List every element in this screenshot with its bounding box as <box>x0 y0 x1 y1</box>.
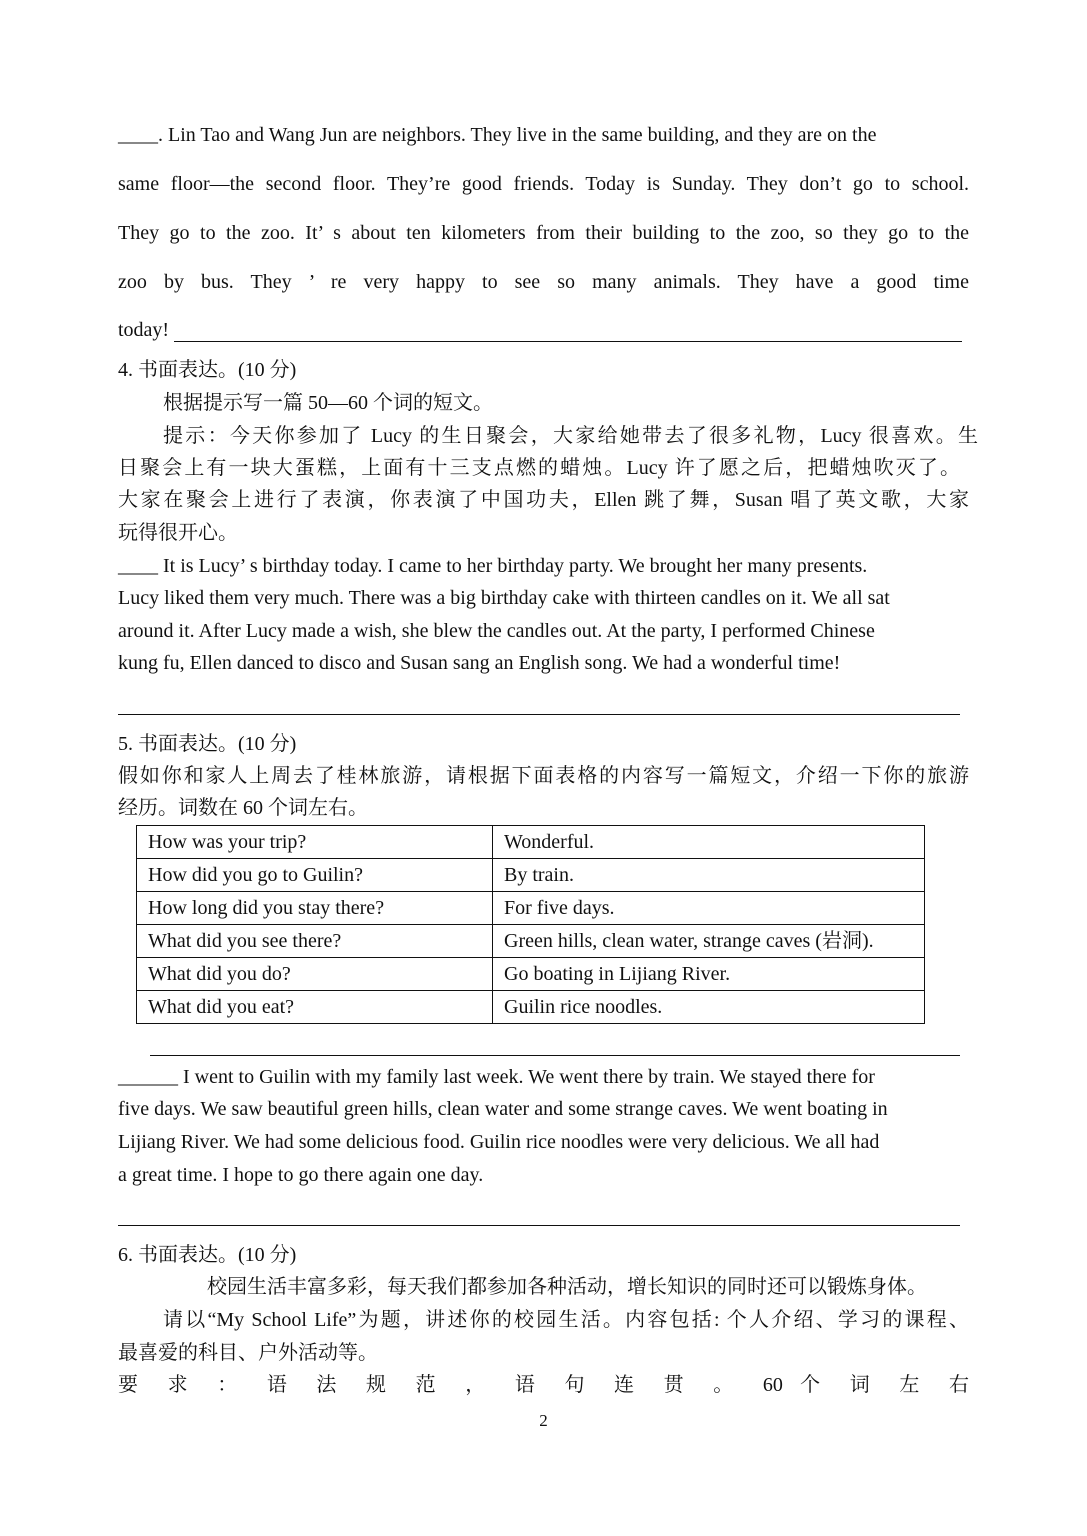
hint-line: 大家在聚会上进行了表演，你表演了中国功夫，Ellen 跳了舞，Susan 唱了英文歌，大家 <box>118 489 969 511</box>
answer-cell: Green hills, clean water, strange caves (岩洞). <box>493 925 925 958</box>
q6-line: 最喜爱的科目、户外活动等。 <box>118 1342 378 1364</box>
answer-text: It is Lucy’ s birthday today. I came to her birthday party. We brought her many presents. <box>158 555 868 577</box>
question-cell: What did you do? <box>137 958 493 991</box>
q6-line: 请以“My School Life”为题，讲述你的校园生活。内容包括: 个人介绍、学习的课程、 <box>163 1309 969 1331</box>
answer-text: I went to Guilin with my family last week. We went there by train. We stayed there for <box>178 1066 875 1088</box>
answer-line <box>118 553 969 579</box>
answer-blank[interactable]: ____ <box>118 124 158 146</box>
table-row <box>137 859 925 892</box>
answer-blank[interactable]: ______ <box>118 1066 178 1088</box>
q4-title: 4. 书面表达。(10 分) <box>118 359 297 381</box>
answer-blank[interactable]: ____ <box>118 555 158 577</box>
passage-text: . Lin Tao and Wang Jun are neighbors. They live in the same building, and they are on the <box>158 124 877 146</box>
instruction-line: 经历。词数在 60 个词左右。 <box>118 797 368 819</box>
table-row <box>137 892 925 925</box>
hint-line: 日聚会上有一块大蛋糕，上面有十三支点燃的蜡烛。Lucy 许了愿之后，把蜡烛吹灭了。 <box>118 457 960 479</box>
question-cell: How was your trip? <box>137 826 493 859</box>
hint-line: 玩得很开心。 <box>118 522 238 544</box>
page-number: 2 <box>539 1411 548 1430</box>
question-cell: What did you eat? <box>137 991 493 1024</box>
answer-cell: By train. <box>493 859 925 892</box>
table-row <box>137 958 925 991</box>
writing-line[interactable] <box>174 341 962 342</box>
passage-line: They go to the zoo. It’ s about ten kilometers from their building to the zoo, so they go to the <box>118 222 969 244</box>
question-cell: How did you go to Guilin? <box>137 859 493 892</box>
table-row <box>137 991 925 1024</box>
q6-title: 6. 书面表达。(10 分) <box>118 1244 297 1266</box>
passage-line <box>118 122 969 148</box>
answer-line: Lucy liked them very much. There was a big birthday cake with thirteen candles on it. We all sat <box>118 587 890 609</box>
passage-line: same floor—the second floor. They’re good friends. Today is Sunday. They don’t go to school. <box>118 173 969 195</box>
instruction-line: 假如你和家人上周去了桂林旅游，请根据下面表格的内容写一篇短文，介绍一下你的旅游 <box>118 765 969 787</box>
passage-line: zoo by bus. They ’ re very happy to see so many animals. They have a good time <box>118 271 969 293</box>
answer-cell: Wonderful. <box>493 826 925 859</box>
passage-line: today! <box>118 319 170 341</box>
q4-instruction: 根据提示写一篇 50—60 个词的短文。 <box>163 392 493 414</box>
answer-line <box>118 1064 969 1090</box>
q6-line: 校园生活丰富多彩，每天我们都参加各种活动，增长知识的同时还可以锻炼身体。 <box>207 1276 927 1298</box>
answer-line: around it. After Lucy made a wish, she blew the candles out. At the party, I performed Chinese <box>118 620 875 642</box>
answer-cell: Guilin rice noodles. <box>493 991 925 1024</box>
answer-line: kung fu, Ellen danced to disco and Susan sang an English song. We had a wonderful time! <box>118 652 841 674</box>
answer-cell: Go boating in Lijiang River. <box>493 958 925 991</box>
writing-line[interactable] <box>150 1055 960 1056</box>
table-row <box>137 925 925 958</box>
writing-line[interactable] <box>118 714 960 715</box>
question-cell: What did you see there? <box>137 925 493 958</box>
answer-line: Lijiang River. We had some delicious food. Guilin rice noodles were very delicious. We all had <box>118 1131 880 1153</box>
hint-line: 提示：今天你参加了 Lucy 的生日聚会，大家给她带去了很多礼物，Lucy 很喜欢。生 <box>163 425 978 447</box>
writing-line[interactable] <box>118 1225 960 1226</box>
answer-line: five days. We saw beautiful green hills, clean water and some strange caves. We went boating in <box>118 1098 888 1120</box>
q5-title: 5. 书面表达。(10 分) <box>118 733 297 755</box>
q6-line: 要 求 ： 语 法 规 范 ， 语 句 连 贯 。 60 个 词 左 右 <box>118 1374 969 1396</box>
answer-line: a great time. I hope to go there again one day. <box>118 1164 484 1186</box>
answer-cell: For five days. <box>493 892 925 925</box>
question-cell: How long did you stay there? <box>137 892 493 925</box>
trip-table <box>136 825 925 1024</box>
table-row <box>137 826 925 859</box>
